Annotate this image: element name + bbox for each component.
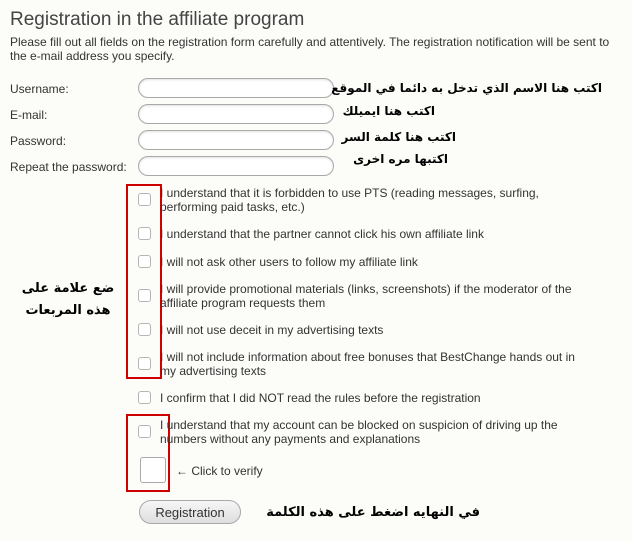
- checkbox[interactable]: [138, 227, 151, 240]
- page-title: Registration in the affiliate program: [10, 9, 305, 30]
- email-annotation: اكتب هنا ايميلك: [342, 104, 435, 118]
- password-label: Password:: [10, 134, 67, 148]
- checkbox[interactable]: [138, 425, 151, 438]
- password-annotation: اكتب هنا كلمة السر: [341, 130, 456, 144]
- username-annotation: اكتب هنا الاسم الذي تدخل به دائما في الموقع: [331, 81, 602, 95]
- checkbox-annotation: ضع علامة على هذه المربعات: [21, 281, 115, 318]
- submit-annotation: في النهايه اضغط على هذه الكلمة: [266, 505, 480, 520]
- password-input[interactable]: [138, 130, 334, 150]
- repeat-password-input[interactable]: [138, 156, 334, 176]
- verify-label: ← Click to verify: [176, 464, 263, 478]
- checkbox-label: I confirm that I did NOT read the rules before the registration: [160, 391, 481, 405]
- checkbox[interactable]: [138, 193, 151, 206]
- checkbox-label: I will not ask other users to follow my affiliate link: [160, 255, 418, 269]
- repeat-password-label: Repeat the password:: [10, 160, 127, 174]
- verify-captcha-box[interactable]: [140, 457, 166, 483]
- username-input[interactable]: [138, 78, 334, 98]
- checkbox[interactable]: [138, 357, 151, 370]
- checkbox-label: I understand that it is forbidden to use PTS (reading messages, surfing, performing paid tasks, etc.): [160, 186, 539, 214]
- checkbox-label: I understand that the partner cannot click his own affiliate link: [160, 227, 484, 241]
- email-input[interactable]: [138, 104, 334, 124]
- repeat-password-annotation: اكتبها مره اخرى: [353, 152, 448, 166]
- intro-text: Please fill out all fields on the registration form carefully and attentively. The registration notification will be sent to the e-mail address you specify.: [10, 35, 610, 63]
- checkbox-label: I will provide promotional materials (links, screenshots) if the moderator of the affiliate program requests them: [160, 282, 572, 310]
- username-label: Username:: [10, 82, 69, 96]
- checkbox[interactable]: [138, 323, 151, 336]
- checkbox-label: I understand that my account can be blocked on suspicion of driving up the numbers without any payments and explanations: [160, 418, 558, 446]
- checkbox[interactable]: [138, 391, 151, 404]
- checkbox[interactable]: [138, 255, 151, 268]
- registration-button[interactable]: Registration: [139, 500, 241, 524]
- email-label: E-mail:: [10, 108, 48, 122]
- checkbox[interactable]: [138, 289, 151, 302]
- checkbox-label: I will not include information about free bonuses that BestChange hands out in my advertising texts: [160, 350, 575, 378]
- checkbox-highlight-frame: [126, 184, 162, 379]
- checkbox-label: I will not use deceit in my advertising texts: [160, 323, 384, 337]
